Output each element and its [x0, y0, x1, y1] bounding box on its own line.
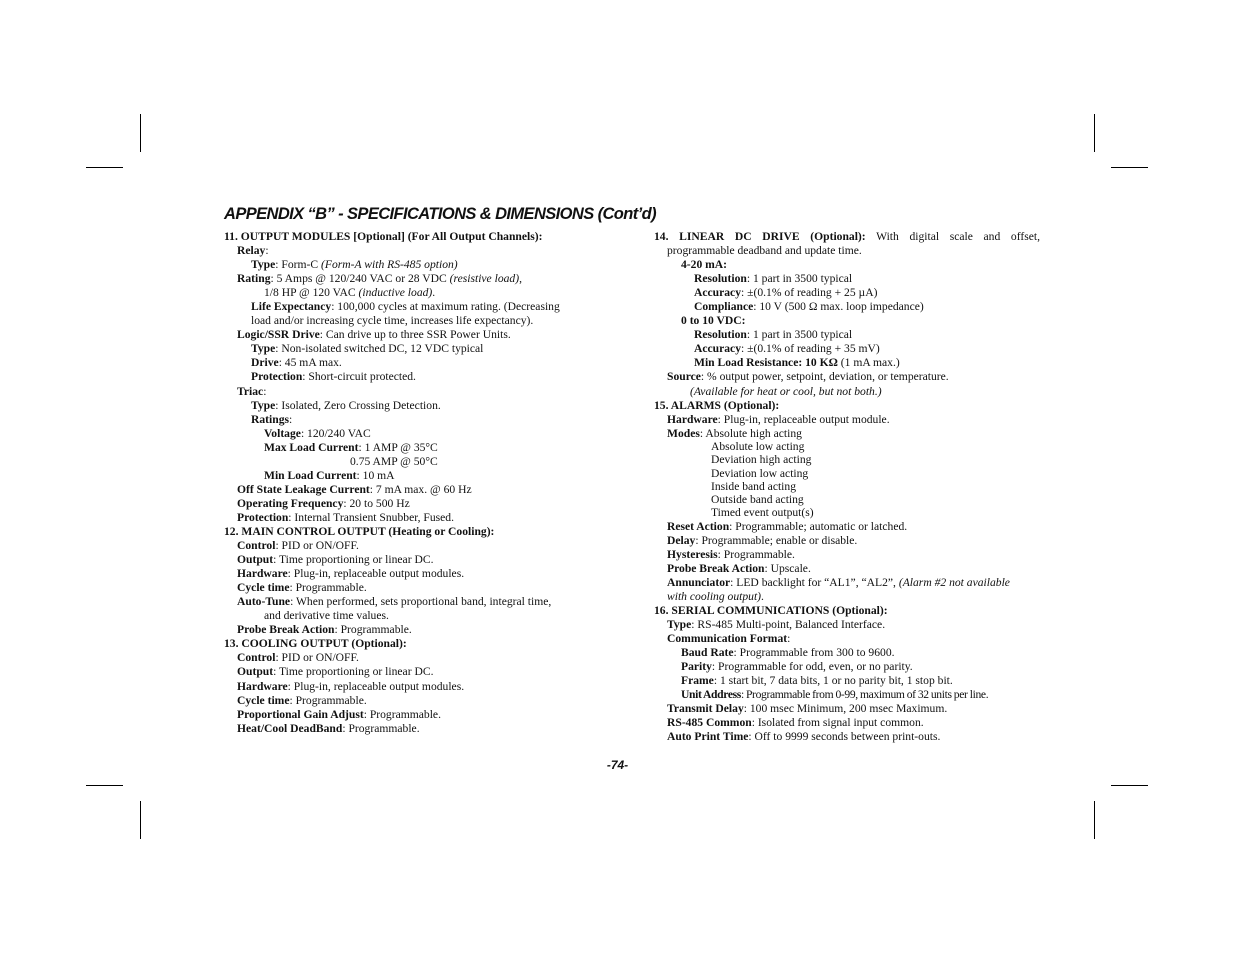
ma-accuracy: Accuracy: ±(0.1% of reading + 25 µA)	[694, 286, 878, 300]
serial-transmit-delay: Transmit Delay: 100 msec Minimum, 200 msec Maximum.	[667, 702, 948, 716]
alarm-hardware: Hardware: Plug-in, replaceable output module.	[667, 412, 890, 426]
alarm-probe-break: Probe Break Action: Upscale.	[667, 561, 811, 575]
serial-type: Type: RS-485 Multi-point, Balanced Interface.	[667, 618, 886, 632]
crop-mark	[1094, 801, 1095, 839]
section-12-heading: 12. MAIN CONTROL OUTPUT (Heating or Cooling):	[224, 524, 495, 538]
main-auto-tune: Auto-Tune: When performed, sets proportional band, integral time,	[237, 595, 552, 609]
life-expectancy: Life Expectancy: 100,000 cycles at maximum rating. (Decreasing	[251, 300, 560, 314]
triac-max-load: Max Load Current: 1 AMP @ 35°C	[264, 440, 438, 454]
crop-mark	[140, 114, 141, 152]
serial-format: Communication Format:	[667, 632, 791, 646]
main-auto-tune-line2: and derivative time values.	[264, 609, 389, 623]
linear-source-note: (Available for heat or cool, but not both.)	[690, 384, 882, 398]
alarm-reset: Reset Action: Programmable; automatic or latched.	[667, 519, 908, 533]
serial-frame: Frame: 1 start bit, 7 data bits, 1 or no parity bit, 1 stop bit.	[681, 674, 953, 688]
right-column	[654, 230, 1040, 744]
alarm-mode: Deviation low acting	[711, 466, 809, 480]
life-expectancy-line2: load and/or increasing cycle time, increases life expectancy).	[251, 314, 534, 328]
relay-label: Relay:	[237, 244, 269, 258]
off-state-leakage: Off State Leakage Current: 7 mA max. @ 60 Hz	[237, 482, 472, 496]
triac-voltage: Voltage: 120/240 VAC	[264, 426, 371, 440]
crop-mark	[1094, 114, 1095, 152]
section-14-heading-line2: programmable deadband and update time.	[667, 244, 862, 258]
alarm-mode: Timed event output(s)	[711, 506, 814, 520]
triac-ratings: Ratings:	[251, 412, 293, 426]
operating-frequency: Operating Frequency: 20 to 500 Hz	[237, 496, 410, 510]
triac-max-load-line2: 0.75 AMP @ 50°C	[350, 454, 438, 468]
crop-mark	[140, 801, 141, 839]
alarm-annunciator: Annunciator: LED backlight for “AL1”, “AL2”, (Alarm #2 not available	[667, 575, 1010, 589]
alarm-mode: Modes: Absolute high acting	[667, 426, 802, 440]
cool-cycle-time: Cycle time: Programmable.	[237, 693, 367, 707]
page-number: -74-	[606, 758, 629, 772]
serial-rs485-common: RS-485 Common: Isolated from signal input common.	[667, 716, 924, 730]
main-probe-break: Probe Break Action: Programmable.	[237, 623, 412, 637]
crop-mark	[86, 785, 123, 786]
vdc-resolution: Resolution: 1 part in 3500 typical	[694, 328, 853, 342]
crop-mark	[1111, 785, 1148, 786]
linear-source: Source: % output power, setpoint, deviation, or temperature.	[667, 370, 949, 384]
serial-auto-print: Auto Print Time: Off to 9999 seconds between print-outs.	[667, 730, 941, 744]
section-14-heading: 14. LINEAR DC DRIVE (Optional): With digital scale and offset,	[654, 230, 1040, 243]
alarm-delay: Delay: Programmable; enable or disable.	[667, 533, 858, 547]
cool-control: Control: PID or ON/OFF.	[237, 651, 359, 665]
vdc-label: 0 to 10 VDC:	[681, 314, 746, 328]
triac-type: Type: Isolated, Zero Crossing Detection.	[251, 398, 441, 412]
crop-mark	[1111, 167, 1148, 168]
section-15-heading: 15. ALARMS (Optional):	[654, 398, 780, 412]
ma-resolution: Resolution: 1 part in 3500 typical	[694, 272, 853, 286]
alarm-mode: Deviation high acting	[711, 453, 812, 467]
alarm-modes	[654, 427, 1040, 520]
cool-gain-adjust: Proportional Gain Adjust: Programmable.	[237, 707, 441, 721]
alarm-mode: Outside band acting	[711, 493, 804, 507]
vdc-min-load: Min Load Resistance: 10 KΩ (1 mA max.)	[694, 356, 900, 370]
cool-hardware: Hardware: Plug-in, replaceable output modules.	[237, 679, 465, 693]
main-hardware: Hardware: Plug-in, replaceable output modules.	[237, 567, 465, 581]
main-control: Control: PID or ON/OFF.	[237, 539, 359, 553]
relay-rating: Rating: 5 Amps @ 120/240 VAC or 28 VDC (resistive load),	[237, 272, 522, 286]
section-13-heading: 13. COOLING OUTPUT (Optional):	[224, 637, 407, 651]
main-output: Output: Time proportioning or linear DC.	[237, 553, 434, 567]
alarm-mode: Inside band acting	[711, 479, 796, 493]
vdc-accuracy: Accuracy: ±(0.1% of reading + 35 mV)	[694, 342, 880, 356]
section-11-heading: 11. OUTPUT MODULES [Optional] (For All Output Channels):	[224, 230, 543, 243]
ma-compliance: Compliance: 10 V (500 Ω max. loop impedance)	[694, 300, 924, 314]
ssr-drive-current: Drive: 45 mA max.	[251, 356, 342, 370]
ssr-type: Type: Non-isolated switched DC, 12 VDC typical	[251, 342, 484, 356]
left-column	[224, 230, 619, 736]
triac-min-load: Min Load Current: 10 mA	[264, 468, 395, 482]
alarm-mode: Absolute low acting	[711, 439, 805, 453]
relay-rating-line2: 1/8 HP @ 120 VAC (inductive load).	[264, 286, 436, 300]
triac-label: Triac:	[237, 384, 267, 398]
serial-baud: Baud Rate: Programmable from 300 to 9600.	[681, 646, 895, 660]
alarm-hysteresis: Hysteresis: Programmable.	[667, 547, 795, 561]
triac-protection: Protection: Internal Transient Snubber, Fused.	[237, 510, 454, 524]
ssr-drive: Logic/SSR Drive: Can drive up to three SSR Power Units.	[237, 328, 511, 342]
crop-mark	[86, 167, 123, 168]
main-cycle-time: Cycle time: Programmable.	[237, 581, 367, 595]
serial-parity: Parity: Programmable for odd, even, or no parity.	[681, 660, 913, 674]
relay-type: Type: Form-C (Form-A with RS-485 option)	[251, 258, 458, 272]
cool-deadband: Heat/Cool DeadBand: Programmable.	[237, 721, 420, 735]
section-16-heading: 16. SERIAL COMMUNICATIONS (Optional):	[654, 604, 888, 618]
serial-unit-address: Unit Address: Programmable from 0-99, maximum of 32 units per line.	[681, 688, 989, 702]
alarm-annunciator-line2: with cooling output).	[667, 589, 764, 603]
ssr-protection: Protection: Short-circuit protected.	[251, 370, 416, 384]
ma-label: 4-20 mA:	[681, 258, 728, 272]
cool-output: Output: Time proportioning or linear DC.	[237, 665, 434, 679]
page-title: APPENDIX “B” - SPECIFICATIONS & DIMENSIONS (Cont’d)	[224, 205, 657, 223]
